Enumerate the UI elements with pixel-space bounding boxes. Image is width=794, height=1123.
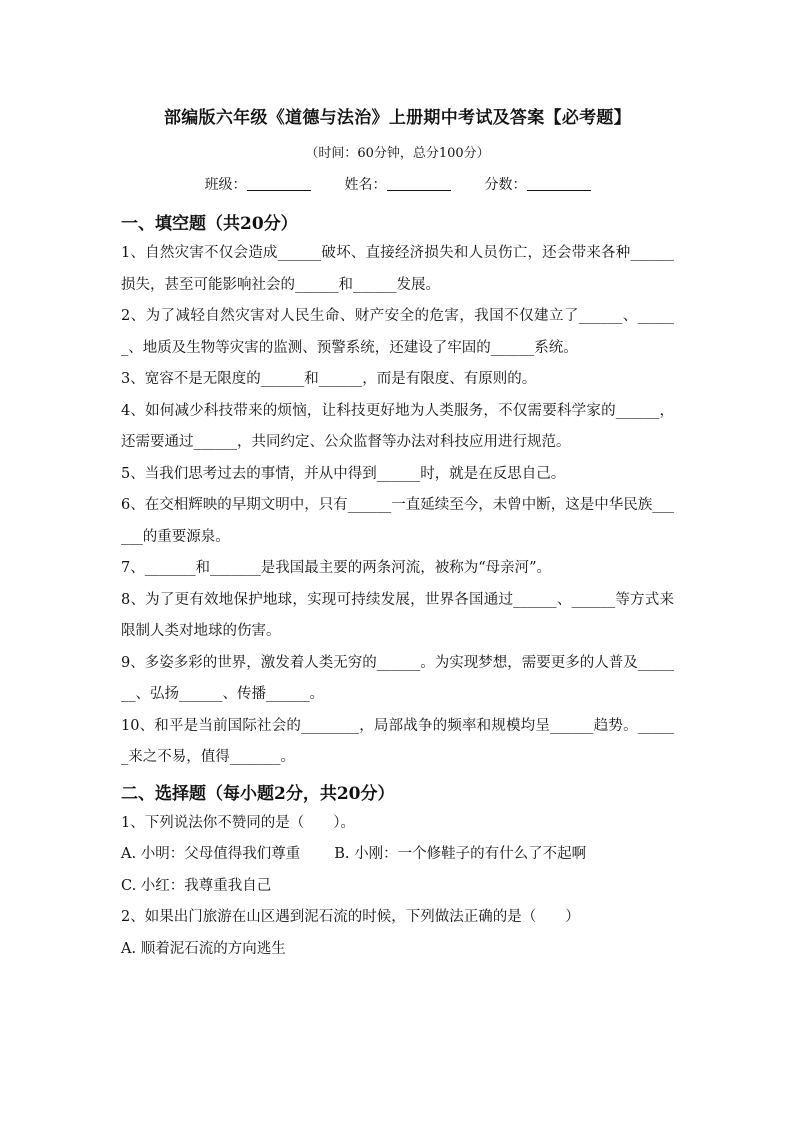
question-4: 4、如何减少科技带来的烦恼，让科技更好地为人类服务，不仅需要科学家的______，还需要通过______，共同约定、公众监督等办法对科技应用进行规范。 (121, 402, 674, 450)
name-blank[interactable] (387, 174, 451, 191)
question-5: 5、当我们思考过去的事情，并从中得到______时，就是在反思自己。 (121, 465, 566, 482)
section-fill-in-heading: 一、填空题（共20分） (121, 214, 298, 234)
option-a[interactable]: A. 小明：父母值得我们尊重 (121, 846, 301, 862)
choice-q1-options-c (121, 871, 674, 903)
exam-time-info: （时间：60分钟，总分100分） (305, 146, 490, 161)
question-8: 8、为了更有效地保护地球，实现可持续发展，世界各国通过______、______等方式来限制人类对地球的伤害。 (121, 591, 674, 639)
question-2: 2、为了减轻自然灾害对人民生命、财产安全的危害，我国不仅建立了______、______、地质及生物等灾害的监测、预警系统，还建设了牢固的______系统。 (121, 308, 674, 356)
page-title: 部编版六年级《道德与法治》上册期中考试及答案【必考题】 (163, 108, 632, 128)
question-1: 1、自然灾害不仅会造成______破坏、直接经济损失和人员伤亡，还会带来各种______损失，甚至可能影响社会的______和______发展。 (121, 245, 674, 293)
choice-question-1: 1、下列说法你不赞同的是（ ）。 (121, 814, 355, 831)
option-a[interactable]: A. 顺着泥石流的方向逃生 (121, 940, 286, 957)
class-field (205, 173, 311, 197)
score-field (485, 173, 591, 197)
question-3: 3、宽容不是无限度的______和______，而是有限度、有原则的。 (121, 371, 537, 387)
option-b[interactable]: B. 小刚：一个修鞋子的有什么了不起啊 (334, 846, 587, 862)
question-10: 10、和平是当前国际社会的________，局部战争的频率和规模均呈______趋势。______来之不易，值得_______。 (121, 717, 674, 765)
question-9: 9、多姿多彩的世界，激发着人类无穷的______。为实现梦想，需要更多的人普及_______、弘扬______、传播______。 (121, 654, 674, 702)
name-field (345, 173, 451, 197)
choice-question-2: 2、如果出门旅游在山区遇到泥石流的时候，下列做法正确的是（ ） (121, 909, 580, 925)
question-7: 7、_______和_______是我国最主要的两条河流，被称为“母亲河”。 (121, 560, 552, 576)
name-label: 姓名： (344, 177, 387, 193)
choice-q2-options (121, 934, 674, 966)
score-blank[interactable] (527, 174, 591, 191)
option-c[interactable]: C. 小红：我尊重我自己 (121, 877, 272, 894)
class-label: 班级： (204, 177, 247, 193)
score-label: 分数： (484, 177, 527, 193)
section-choice-heading: 二、选择题（每小题2分，共20分） (121, 783, 395, 804)
student-info-row (121, 173, 674, 197)
class-blank[interactable] (247, 174, 311, 191)
choice-q1-options-ab (121, 839, 674, 871)
question-6: 6、在交相辉映的早期文明中，只有______一直延续至今，未曾中断，这是中华民族______的重要源泉。 (121, 497, 674, 545)
